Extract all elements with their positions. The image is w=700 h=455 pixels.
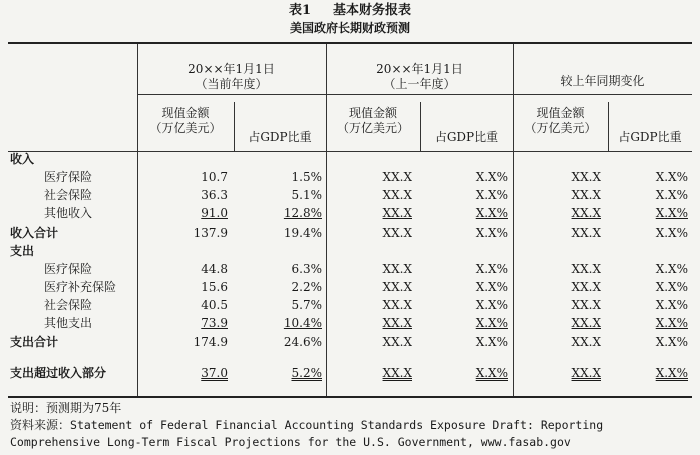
col-header-gdp: 占GDP比重 bbox=[618, 130, 682, 144]
table-cell: 19.4% bbox=[283, 226, 322, 240]
table-cell: 36.3 bbox=[201, 188, 228, 202]
table-cell: X.X% bbox=[655, 206, 688, 220]
financial-table bbox=[8, 42, 692, 398]
table-cell: X.X% bbox=[475, 226, 508, 240]
table-cell: X.X% bbox=[475, 206, 508, 220]
table-cell: 5.1% bbox=[291, 188, 322, 202]
table-cell: XX.X bbox=[382, 226, 412, 240]
row-label: 医疗保险 bbox=[44, 170, 93, 184]
table-cell: 37.0 bbox=[201, 366, 228, 380]
table-cell: XX.X bbox=[571, 188, 601, 202]
table-cell: XX.X bbox=[382, 298, 412, 312]
table-cell: X.X% bbox=[475, 170, 508, 184]
row-label: 支出超过收入部分 bbox=[10, 366, 107, 380]
table-cell: X.X% bbox=[655, 262, 688, 276]
table-cell: 174.9 bbox=[193, 335, 228, 349]
group-header-previous: 20××年1月1日 （上一年度） bbox=[376, 62, 463, 91]
table-cell: XX.X bbox=[382, 206, 412, 220]
table-cell: X.X% bbox=[475, 262, 508, 276]
row-label: 其他收入 bbox=[44, 206, 93, 220]
table-cell: XX.X bbox=[571, 366, 601, 380]
table-cell: X.X% bbox=[475, 316, 508, 330]
table-cell: X.X% bbox=[475, 366, 508, 380]
table-number: 表1 bbox=[288, 3, 312, 18]
table-cell: XX.X bbox=[571, 226, 601, 240]
footnote-source: 资料来源：Statement of Federal Financial Accounting Standards Exposure Draft: Reporting bbox=[10, 418, 604, 432]
row-label: 收入合计 bbox=[10, 226, 59, 240]
group-header-current: 20××年1月1日 （当前年度） bbox=[188, 62, 275, 91]
row-label: 社会保险 bbox=[44, 188, 93, 202]
table-cell: XX.X bbox=[571, 298, 601, 312]
table-cell: 44.8 bbox=[201, 262, 228, 276]
table-cell: X.X% bbox=[475, 298, 508, 312]
divider bbox=[513, 94, 692, 95]
table-cell: X.X% bbox=[655, 226, 688, 240]
table-cell: 6.3% bbox=[291, 262, 322, 276]
table-cell: X.X% bbox=[475, 335, 508, 349]
footnote-note: 说明：预测期为75年 bbox=[10, 401, 122, 415]
table-cell: X.X% bbox=[475, 188, 508, 202]
row-label: 收入 bbox=[10, 152, 35, 166]
table-cell: XX.X bbox=[382, 366, 412, 380]
table-title-text: 基本财务报表 bbox=[333, 3, 412, 18]
row-label: 支出合计 bbox=[10, 335, 59, 349]
table-cell: 137.9 bbox=[193, 226, 228, 240]
col-header-gdp: 占GDP比重 bbox=[434, 130, 499, 144]
table-cell: 10.7 bbox=[201, 170, 228, 184]
table-cell: XX.X bbox=[571, 206, 601, 220]
row-label: 医疗补充保险 bbox=[44, 280, 117, 294]
divider bbox=[137, 94, 326, 95]
table-cell: X.X% bbox=[655, 316, 688, 330]
table-cell: XX.X bbox=[382, 262, 412, 276]
table-cell: 15.6 bbox=[201, 280, 228, 294]
table-cell: X.X% bbox=[655, 170, 688, 184]
group-header-change: 较上年同期变化 bbox=[560, 74, 645, 88]
table-title bbox=[0, 3, 700, 19]
table-cell: X.X% bbox=[655, 366, 688, 380]
table-cell: XX.X bbox=[571, 170, 601, 184]
header-divider bbox=[8, 151, 692, 152]
table-cell: XX.X bbox=[571, 335, 601, 349]
table-cell: XX.X bbox=[571, 316, 601, 330]
table-cell: X.X% bbox=[475, 280, 508, 294]
table-cell: 24.6% bbox=[283, 335, 322, 349]
divider bbox=[326, 94, 513, 95]
col-header-pv: 现值金额 （万亿美元） bbox=[149, 106, 222, 135]
table-cell: 5.2% bbox=[291, 366, 322, 380]
col-header-gdp: 占GDP比重 bbox=[248, 130, 312, 144]
table-cell: XX.X bbox=[382, 188, 412, 202]
table-cell: 10.4% bbox=[283, 316, 322, 330]
table-cell: XX.X bbox=[382, 280, 412, 294]
table-cell: 2.2% bbox=[291, 280, 322, 294]
table-cell: 1.5% bbox=[291, 170, 322, 184]
table-cell: XX.X bbox=[382, 335, 412, 349]
row-label: 其他支出 bbox=[44, 316, 93, 330]
table-cell: XX.X bbox=[571, 262, 601, 276]
table-cell: XX.X bbox=[382, 316, 412, 330]
table-cell: 91.0 bbox=[201, 206, 228, 220]
table-cell: X.X% bbox=[655, 280, 688, 294]
table-cell: X.X% bbox=[655, 298, 688, 312]
row-label: 社会保险 bbox=[44, 298, 93, 312]
table-cell: 5.7% bbox=[291, 298, 322, 312]
table-subtitle: 美国政府长期财政预测 bbox=[289, 21, 410, 35]
table-cell: X.X% bbox=[655, 335, 688, 349]
table-cell: XX.X bbox=[382, 170, 412, 184]
footnote-source-cont: Comprehensive Long-Term Fiscal Projections for the U.S. Government, www.fasab.gov bbox=[10, 435, 571, 449]
table-cell: 40.5 bbox=[201, 298, 228, 312]
table-cell: 12.8% bbox=[283, 206, 322, 220]
table-cell: X.X% bbox=[655, 188, 688, 202]
table-cell: 73.9 bbox=[201, 316, 228, 330]
table-cell: XX.X bbox=[571, 280, 601, 294]
row-label: 支出 bbox=[10, 244, 35, 258]
col-header-pv: 现值金额 （万亿美元） bbox=[336, 106, 409, 135]
row-label: 医疗保险 bbox=[44, 262, 93, 276]
col-header-pv: 现值金额 （万亿美元） bbox=[524, 106, 597, 135]
